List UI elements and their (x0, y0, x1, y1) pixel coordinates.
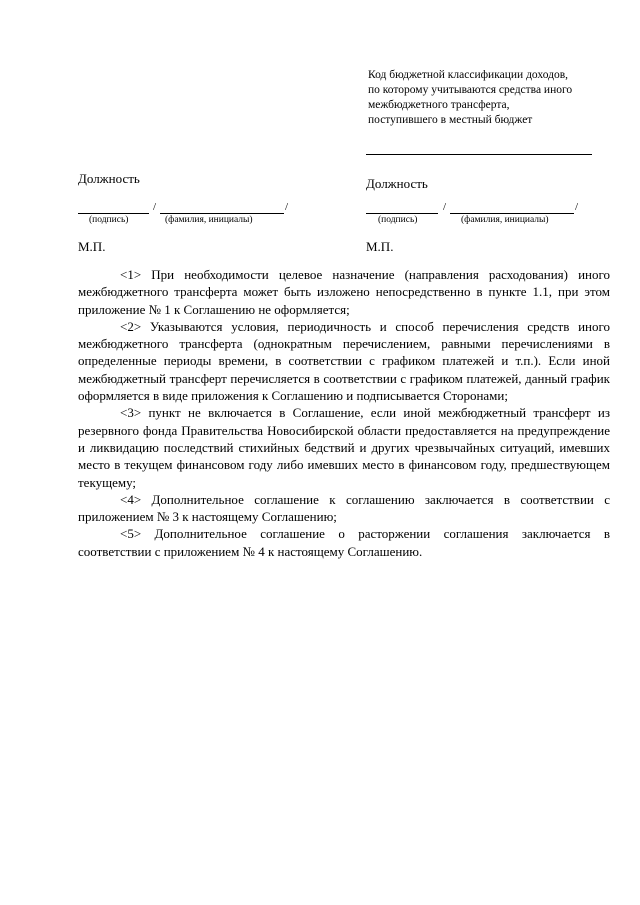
right-signature-line (366, 213, 438, 214)
left-position-label: Должность (78, 171, 140, 186)
left-slash-open: / (153, 201, 157, 213)
left-slash-close: / (285, 201, 289, 213)
footnotes (78, 266, 610, 560)
left-signature-line (78, 213, 149, 214)
right-stamp-label: М.П. (366, 239, 394, 254)
right-signature-caption: (подпись) (378, 215, 418, 225)
right-name-caption: (фамилия, инициалы) (461, 215, 549, 225)
budget-code-line-2: по которому учитываются средства иного (368, 84, 573, 96)
footnote-5: <5> Дополнительное соглашение о расторжении соглашения заключается в соответствии с приложением № 4 к настоящему Соглашению. (78, 526, 610, 559)
footnote-1: <1> При необходимости целевое назначение (направления расходования) иного межбюджетного трансферта может быть изложено непосредственно в пункте 1.1, при этом приложение № 1 к Соглашению не оформляется; (78, 267, 610, 317)
left-signature-caption: (подпись) (89, 215, 129, 225)
right-slash-open: / (443, 201, 447, 213)
left-stamp-label: М.П. (78, 239, 106, 254)
budget-code-blank-line (366, 154, 592, 155)
footnote-2: <2> Указываются условия, периодичность и способ перечисления средств иного межбюджетного трансферта (однократным перечислением, равными перечислениями в определенные периоды времени, в соответствии с графиком платежей и т.п.). Если иной межбюджетный трансферт перечисляется в соответствии с графиком платежей, данный график оформляется в виде приложения к Соглашению и подписывается Сторонами; (78, 318, 610, 404)
right-name-line (450, 213, 574, 214)
budget-code-caption (368, 68, 608, 128)
right-position-label: Должность (366, 176, 428, 191)
footnote-4: <4> Дополнительное соглашение к соглашению заключается в соответствии с приложением № 3 к настоящему Соглашению; (78, 491, 610, 525)
budget-code-line-4: поступившего в местный бюджет (368, 114, 533, 126)
right-slash-close: / (575, 201, 579, 213)
left-name-caption: (фамилия, инициалы) (165, 215, 253, 225)
budget-code-line-1: Код бюджетной классификации доходов, (368, 69, 569, 81)
footnote-3: <3> пункт не включается в Соглашение, если иной межбюджетный трансферт из резервного фонда Правительства Новосибирской области предоставляется на предупреждение и ликвидацию последствий стихийных бедствий и других чрезвычайных ситуаций, имевших место в текущем финансовом году либо имевших место в финансовом году, предшествующем текущему; (78, 405, 610, 490)
left-name-line (160, 213, 284, 214)
budget-code-line-3: межбюджетного трансферта, (368, 99, 510, 111)
